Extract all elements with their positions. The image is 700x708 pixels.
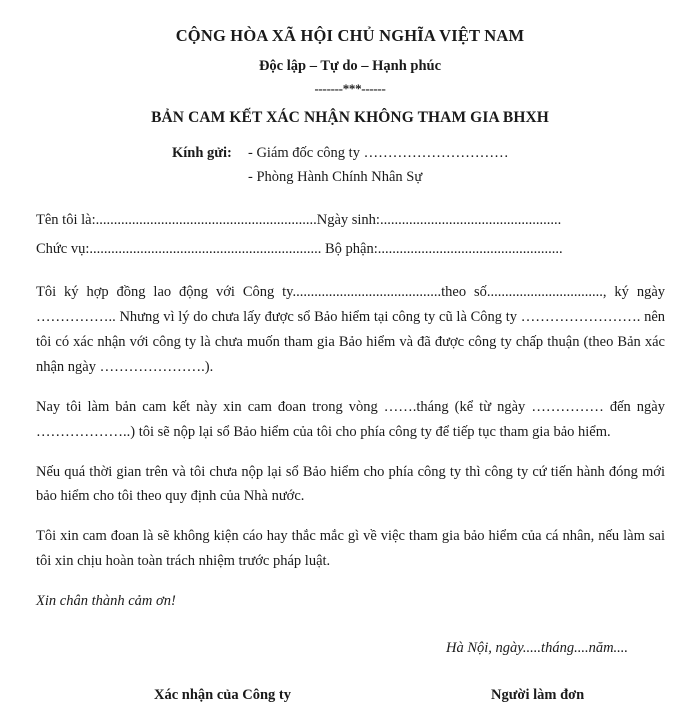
signature-label-company: Xác nhận của Công ty: [154, 687, 291, 704]
recipients-label: Kính gửi:: [172, 145, 232, 162]
recipient-row: [172, 166, 700, 189]
field-position-and-department[interactable]: Chức vụ:................................................................ Bộ phận:...................................................: [36, 240, 563, 257]
overdue-paragraph: Nếu quá thời gian trên và tôi chưa nộp lại sổ Bảo hiểm cho phía công ty thì công ty cứ tiến hành đóng mới bảo hiểm cho tôi theo quy định của Nhà nước.: [36, 463, 665, 505]
commitment-paragraph: Nay tôi làm bản cam kết này xin cam đoan trong vòng …….tháng (kể từ ngày …………… đến ngày ………………..) tôi sẽ nộp lại sổ Bảo hiểm của tôi cho phía công ty để tiếp tục tham gia bảo hiểm.: [36, 398, 665, 440]
signature-label-applicant: Người làm đơn: [491, 687, 585, 704]
document-header: [0, 0, 700, 128]
personal-info-fields: [36, 208, 665, 262]
no-claim-paragraph: Tôi xin cam đoan là sẽ không kiện cáo hay thắc mắc gì về việc tham gia bảo hiểm của cá nhân, nếu làm sai tôi xin chịu hoàn toàn trách nhiệm trước pháp luật.: [36, 528, 665, 570]
recipient-item-director: - Giám đốc công ty …………………………: [248, 145, 509, 162]
thanks-note: Xin chân thành cảm ơn!: [36, 593, 176, 610]
national-motto: Độc lập – Tự do – Hạnh phúc: [258, 57, 442, 74]
contract-paragraph: Tôi ký hợp đồng lao động với Công ty.........................................theo số................................, ký ngày …………….. Nhưng vì lý do chưa lấy được sổ Bảo hiểm tại công ty cũ là Công ty ……………………. nên tôi có xác nhận với công ty là chưa muốn tham gia Bảo hiểm và đã được công ty chấp thuận (theo Bản xác nhận ngày ………………….).: [36, 283, 665, 375]
field-name-and-birthdate[interactable]: Tên tôi là:.............................................................Ngày sinh:..................................................: [36, 212, 562, 229]
signature-row: [36, 683, 665, 708]
national-title: CỘNG HÒA XÃ HỘI CHỦ NGHĨA VIỆT NAM: [175, 26, 525, 45]
header-separator: -------***------: [314, 81, 386, 97]
document-body: [0, 208, 700, 708]
recipients-block: [0, 142, 700, 189]
recipient-row: [172, 142, 700, 165]
page-title: BẢN CAM KẾT XÁC NHẬN KHÔNG THAM GIA BHXH: [151, 109, 549, 127]
date-place-line[interactable]: Hà Nội, ngày.....tháng....năm....: [446, 640, 629, 657]
recipient-item-hr-department: - Phòng Hành Chính Nhân Sự: [248, 168, 423, 185]
